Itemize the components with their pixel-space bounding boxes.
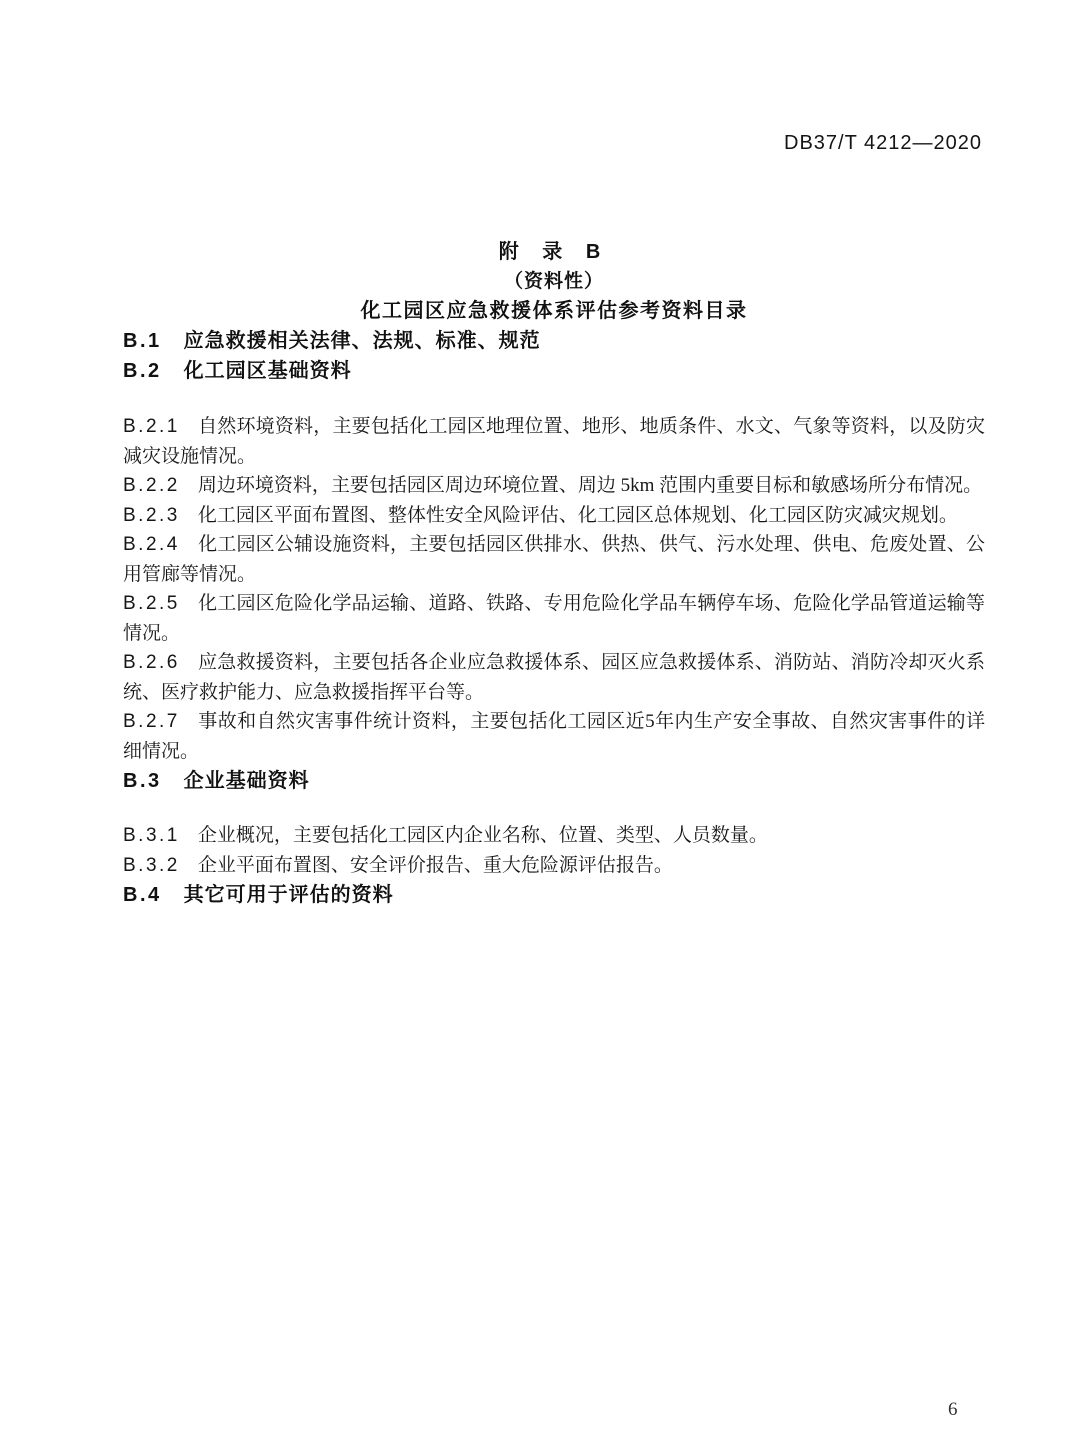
appendix-type-label: （资料性） xyxy=(503,271,604,292)
section-b3 xyxy=(123,766,985,880)
clause-b3-1 xyxy=(123,821,985,851)
page-footer xyxy=(948,1399,958,1421)
section-b4 xyxy=(123,880,985,910)
clause-id: B.3.2 xyxy=(123,854,180,876)
clause-text: 化工园区平面布置图、整体性安全风险评估、化工园区总体规划、化工园区防灾减灾规划。 xyxy=(197,504,958,526)
section-b1 xyxy=(123,326,985,356)
clause-text: 应急救援资料，主要包括各企业应急救援体系、园区应急救援体系、消防站、消防冷却灭火系统、医疗救护能力、应急救援指挥平台等。 xyxy=(123,652,985,703)
clause-text: 企业平面布置图、安全评价报告、重大危险源评估报告。 xyxy=(197,854,673,876)
page-number: 6 xyxy=(948,1399,958,1420)
clause-id: B.2.3 xyxy=(123,504,180,526)
document-header xyxy=(0,0,1080,155)
clause-id: B.2.2 xyxy=(123,475,180,496)
section-id: B.2 xyxy=(123,360,162,382)
section-id: B.3 xyxy=(123,770,162,792)
clause-b2-1 xyxy=(123,412,985,471)
appendix-content xyxy=(0,238,1080,910)
appendix-label: 附 录 B xyxy=(498,241,610,263)
section-title: 化工园区基础资料 xyxy=(183,360,352,382)
clause-id: B.2.7 xyxy=(123,711,180,732)
appendix-title-block xyxy=(123,238,985,326)
section-id: B.4 xyxy=(123,884,162,906)
clause-id: B.2.1 xyxy=(123,416,180,437)
section-title: 应急救援相关法律、法规、标准、规范 xyxy=(183,330,541,352)
clause-id: B.2.4 xyxy=(123,534,180,555)
section-b3-clauses xyxy=(123,821,985,880)
section-heading-b1 xyxy=(123,326,985,356)
clause-id: B.2.5 xyxy=(123,593,180,614)
section-b2 xyxy=(123,356,985,766)
clause-text: 周边环境资料，主要包括园区周边环境位置、周边 5km 范围内重要目标和敏感场所分布情况。 xyxy=(197,475,983,496)
clause-b3-2 xyxy=(123,851,985,881)
section-heading-b2 xyxy=(123,356,985,386)
appendix-title: 化工园区应急救援体系评估参考资料目录 xyxy=(360,300,748,322)
clause-id: B.2.6 xyxy=(123,652,180,673)
clause-b2-3 xyxy=(123,501,985,531)
clause-id: B.3.1 xyxy=(123,825,180,846)
standard-number: DB37/T 4212—2020 xyxy=(784,132,982,154)
clause-b2-4 xyxy=(123,530,985,589)
section-b2-clauses xyxy=(123,412,985,766)
section-id: B.1 xyxy=(123,330,162,352)
section-title: 其它可用于评估的资料 xyxy=(183,884,394,906)
clause-text: 事故和自然灾害事件统计资料，主要包括化工园区近5年内生产安全事故、自然灾害事件的详细情况。 xyxy=(123,711,985,762)
section-heading-b4 xyxy=(123,880,985,910)
clause-b2-7 xyxy=(123,707,985,766)
clause-text: 化工园区公辅设施资料，主要包括园区供排水、供热、供气、污水处理、供电、危废处置、公用管廊等情况。 xyxy=(123,534,985,585)
section-heading-b3 xyxy=(123,766,985,796)
clause-text: 自然环境资料，主要包括化工园区地理位置、地形、地质条件、水文、气象等资料，以及防灾减灾设施情况。 xyxy=(123,416,985,467)
section-title: 企业基础资料 xyxy=(183,770,310,792)
clause-text: 企业概况，主要包括化工园区内企业名称、位置、类型、人员数量。 xyxy=(197,825,768,846)
clause-text: 化工园区危险化学品运输、道路、铁路、专用危险化学品车辆停车场、危险化学品管道运输等情况。 xyxy=(123,593,985,644)
clause-b2-2 xyxy=(123,471,985,501)
clause-b2-5 xyxy=(123,589,985,648)
clause-b2-6 xyxy=(123,648,985,707)
